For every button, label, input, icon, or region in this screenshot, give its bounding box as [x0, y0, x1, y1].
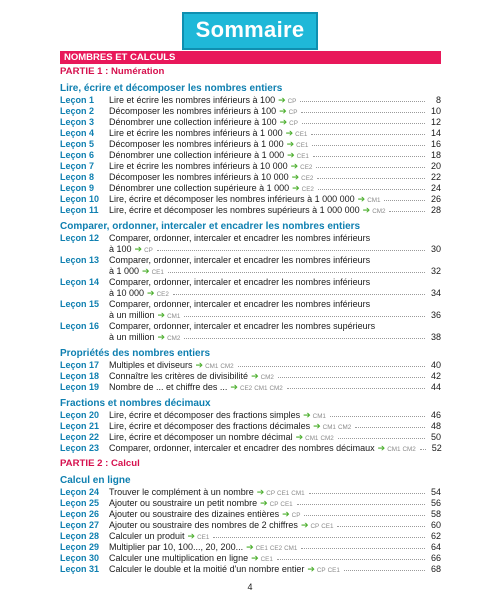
arrow-right-icon: ➔: [230, 382, 238, 392]
lesson-label: Leçon 10: [60, 194, 100, 204]
page-ref: 36: [430, 310, 441, 320]
dot-leader: [309, 487, 425, 494]
arrow-right-icon: ➔: [187, 531, 196, 541]
lesson-entry[interactable]: [60, 117, 441, 128]
lesson-title: Décomposer les nombres inférieurs à 100: [109, 106, 277, 116]
lesson-title: Calculer le double et la moitié d'un nombre entier: [109, 564, 305, 574]
grade-level-tag: CP: [316, 567, 326, 574]
dot-leader: [311, 128, 425, 135]
dot-leader: [277, 553, 425, 560]
grade-level-tag: CM1: [205, 363, 219, 370]
page-ref: 18: [430, 150, 441, 160]
lesson-title: Connaître les critères de divisibilité: [109, 371, 249, 381]
page-ref: 48: [430, 421, 441, 431]
lesson-entry[interactable]: [60, 277, 441, 299]
grade-levels: [167, 333, 182, 344]
lesson-entry[interactable]: [60, 498, 441, 509]
page-ref: 10: [430, 106, 441, 116]
arrow-right-icon: ➔: [282, 509, 290, 519]
section-heading: Comparer, ordonner, intercaler et encadrer les nombres entiers: [60, 221, 361, 232]
lesson-title: Lire et écrire les nombres inférieurs à 10 000: [109, 161, 288, 171]
arrow-right-icon: ➔: [285, 128, 294, 138]
grade-level-tag: CM1: [284, 545, 298, 552]
lesson-entry[interactable]: [60, 106, 441, 117]
lesson-entry[interactable]: [60, 321, 441, 343]
grade-level-tag: CM1: [322, 424, 336, 431]
lesson-label: Leçon 29: [60, 542, 100, 552]
lesson-title: Trouver le complément à un nombre: [109, 487, 254, 497]
grade-level-tag: CE2: [269, 545, 283, 552]
grade-level-tag: CE2: [301, 175, 314, 182]
lesson-label: Leçon 2: [60, 106, 95, 116]
grade-level-tag: CM1: [305, 435, 319, 442]
lesson-label: Leçon 4: [60, 128, 95, 138]
lesson-label: Leçon 11: [60, 205, 99, 215]
arrow-right-icon: ➔: [362, 205, 371, 215]
lesson-title: Comparer, ordonner, intercaler et encadrer les nombres inférieurs: [109, 255, 371, 265]
section-heading: Calcul en ligne: [60, 475, 131, 486]
lesson-entry[interactable]: [60, 520, 441, 531]
section-heading: Fractions et nombres décimaux: [60, 398, 211, 409]
lesson-label: Leçon 24: [60, 487, 100, 497]
lesson-entry[interactable]: [60, 233, 441, 255]
page-ref: 64: [430, 542, 441, 552]
lesson-entry[interactable]: [60, 95, 441, 106]
grade-level-tag: CE1: [296, 153, 309, 160]
grade-levels: [387, 444, 418, 455]
section-heading: Lire, écrire et décomposer les nombres entiers: [60, 83, 283, 94]
domain-banner: NOMBRES ET CALCULS: [60, 51, 441, 64]
page-ref: 12: [430, 117, 441, 127]
lesson-label: Leçon 14: [60, 277, 100, 287]
arrow-right-icon: ➔: [157, 332, 166, 342]
lesson-label: Leçon 25: [60, 498, 100, 508]
lesson-entry[interactable]: [60, 299, 441, 321]
page-ref: 28: [430, 205, 441, 215]
lesson-entry[interactable]: [60, 531, 441, 542]
grade-levels: [372, 206, 387, 217]
lesson-title: Lire, écrire et décomposer un nombre décimal: [109, 432, 293, 442]
lesson-label: Leçon 9: [60, 183, 95, 193]
page-ref: 66: [430, 553, 441, 563]
lesson-title: Dénombrer une collection inférieure à 1 000: [109, 150, 285, 160]
arrow-right-icon: ➔: [300, 520, 309, 530]
page-ref: 58: [430, 509, 441, 519]
grade-level-tag: CM1: [254, 385, 268, 392]
lesson-label: Leçon 27: [60, 520, 100, 530]
dot-leader: [297, 498, 425, 505]
lesson-label: Leçon 6: [60, 150, 95, 160]
arrow-right-icon: ➔: [313, 421, 321, 431]
grade-level-tag: CM1: [387, 446, 401, 453]
page-ref: 22: [430, 172, 441, 182]
dot-leader: [173, 288, 425, 295]
dot-leader: [384, 194, 425, 201]
page-ref: 62: [430, 531, 441, 541]
lesson-title: Lire, écrire et décomposer des fractions simples: [109, 410, 301, 420]
lesson-title: Dénombrer une collection inférieure à 100: [109, 117, 277, 127]
grade-level-tag: CM2: [337, 424, 352, 431]
part-heading: PARTIE 2 : Calcul: [60, 458, 140, 469]
lesson-title: Lire et écrire les nombres inférieurs à 1 000: [109, 128, 283, 138]
dot-leader: [278, 371, 425, 378]
page-ref: 60: [430, 520, 441, 530]
page-ref: 30: [430, 244, 441, 254]
lesson-title: Calculer un produit: [109, 531, 185, 541]
dot-leader: [389, 205, 425, 212]
dot-leader: [338, 432, 425, 439]
grade-level-tag: CE1: [277, 490, 290, 497]
lesson-title: Comparer, ordonner, intercaler et encadrer les nombres inférieurs: [109, 277, 371, 287]
lesson-label: Leçon 31: [60, 564, 100, 574]
grade-level-tag: CM1: [167, 313, 181, 320]
lesson-entry[interactable]: [60, 371, 441, 382]
dot-leader: [420, 443, 426, 450]
lesson-entry[interactable]: [60, 432, 441, 443]
lesson-entry[interactable]: [60, 183, 441, 194]
dot-leader: [287, 382, 425, 389]
section-heading: Propriétés des nombres entiers: [60, 348, 211, 359]
dot-leader: [301, 106, 425, 113]
grade-level-tag: CE2: [300, 164, 313, 171]
lesson-label: Leçon 23: [60, 443, 100, 453]
lesson-label: Leçon 22: [60, 432, 100, 442]
lesson-title: Calculer une multiplication en ligne: [109, 553, 249, 563]
page-number: 4: [247, 582, 253, 592]
lesson-title: Lire, écrire et décomposer les nombres inférieurs à 1 000 000: [109, 194, 355, 204]
grade-level-tag: CM2: [260, 374, 274, 381]
arrow-right-icon: ➔: [246, 542, 254, 552]
arrow-right-icon: ➔: [292, 183, 300, 193]
grade-level-tag: CM2: [167, 335, 181, 342]
lesson-entry[interactable]: [60, 360, 441, 371]
dot-leader: [355, 421, 425, 428]
dot-leader: [304, 509, 425, 516]
lesson-title: Nombre de ... et chiffre des ...: [109, 382, 228, 392]
arrow-right-icon: ➔: [157, 310, 166, 320]
page-ref: 32: [430, 266, 441, 276]
page-ref: 24: [430, 183, 441, 193]
lesson-entry[interactable]: [60, 443, 441, 454]
grade-level-tag: CM1: [312, 413, 326, 420]
arrow-right-icon: ➔: [278, 95, 286, 105]
dot-leader: [312, 139, 425, 146]
grade-level-tag: CM2: [269, 385, 283, 392]
lesson-title: Décomposer les nombres inférieurs à 1 000: [109, 139, 284, 149]
lesson-label: Leçon 28: [60, 531, 100, 541]
grade-levels: [317, 565, 342, 576]
lesson-title: Comparer, ordonner, intercaler et encadrer les nombres inférieurs: [109, 233, 371, 243]
lesson-title: Lire et écrire les nombres inférieurs à 100: [109, 95, 276, 105]
grade-level-tag: CM2: [220, 363, 234, 370]
part-heading: PARTIE 1 : Numération: [60, 66, 165, 77]
grade-level-tag: CP: [144, 247, 153, 254]
lesson-title: à 100: [109, 244, 132, 254]
page-ref: 34: [430, 288, 441, 298]
grade-level-tag: CP: [287, 98, 297, 105]
grade-level-tag: CE1: [296, 142, 309, 149]
dot-leader: [184, 310, 425, 317]
grade-level-tag: CE1: [280, 501, 293, 508]
dot-leader: [157, 244, 425, 251]
page-ref: 16: [430, 139, 441, 149]
grade-level-tag: CE1: [260, 556, 273, 563]
lesson-title: Dénombrer une collection supérieure à 1 000: [109, 183, 290, 193]
grade-level-tag: CP: [289, 120, 298, 127]
page-ref: 8: [435, 95, 441, 105]
lesson-entry[interactable]: [60, 172, 441, 183]
dot-leader: [316, 161, 425, 168]
grade-level-tag: CP: [266, 490, 276, 497]
grade-level-tag: CE1: [327, 567, 340, 574]
arrow-right-icon: ➔: [377, 443, 386, 453]
page-ref: 20: [430, 161, 441, 171]
lesson-label: Leçon 1: [60, 95, 95, 105]
lesson-title: Lire, écrire et décomposer les nombres supérieurs à 1 000 000: [109, 205, 360, 215]
lesson-label: Leçon 17: [60, 360, 100, 370]
grade-level-tag: CP: [291, 512, 301, 519]
page-ref: 44: [430, 382, 441, 392]
title-wrapper: [0, 12, 500, 50]
grade-level-tag: CE2: [301, 186, 314, 193]
arrow-right-icon: ➔: [195, 360, 204, 370]
arrow-right-icon: ➔: [303, 410, 311, 420]
lesson-title: Ajouter ou soustraire des nombres de 2 chiffres: [109, 520, 298, 530]
grade-level-tag: CP: [310, 523, 320, 530]
lesson-entry[interactable]: [60, 542, 441, 553]
dot-leader: [184, 332, 425, 339]
grade-level-tag: CE2: [239, 385, 253, 392]
grade-level-tag: CE1: [151, 269, 164, 276]
dot-leader: [302, 117, 425, 124]
lesson-label: Leçon 3: [60, 117, 95, 127]
lesson-title: à 1 000: [109, 266, 140, 276]
lesson-title: Multiplier par 10, 100..., 20, 200...: [109, 542, 244, 552]
lesson-title: à 10 000: [109, 288, 145, 298]
arrow-right-icon: ➔: [251, 371, 259, 381]
page-ref: 42: [430, 371, 441, 381]
page-ref: 68: [430, 564, 441, 574]
arrow-right-icon: ➔: [142, 266, 150, 276]
lesson-label: Leçon 26: [60, 509, 100, 519]
arrow-right-icon: ➔: [290, 161, 299, 171]
lesson-entry[interactable]: [60, 255, 441, 277]
lesson-entry[interactable]: [60, 487, 441, 498]
grade-level-tag: CE1: [255, 545, 268, 552]
page-ref: 40: [430, 360, 441, 370]
dot-leader: [213, 531, 425, 538]
lesson-title: Décomposer les nombres inférieurs à 10 000: [109, 172, 289, 182]
lesson-entry[interactable]: [60, 205, 441, 216]
lesson-entry[interactable]: [60, 564, 441, 575]
lesson-title: Comparer, ordonner, intercaler et encadrer des nombres décimaux: [109, 443, 375, 453]
grade-level-tag: CP: [288, 109, 298, 116]
grade-level-tag: CE1: [295, 131, 308, 138]
lesson-title: Multiples et diviseurs: [109, 360, 193, 370]
arrow-right-icon: ➔: [295, 432, 304, 442]
grade-level-tag: CE1: [197, 534, 210, 541]
grade-level-tag: CE2: [156, 291, 169, 298]
lesson-entry[interactable]: [60, 194, 441, 205]
page-ref: 52: [431, 443, 442, 453]
lesson-entry[interactable]: [60, 139, 441, 150]
page-ref: 56: [430, 498, 441, 508]
dot-leader: [301, 542, 425, 549]
lesson-entry[interactable]: [60, 150, 441, 161]
lesson-label: Leçon 21: [60, 421, 100, 431]
arrow-right-icon: ➔: [134, 244, 143, 254]
grade-level-tag: CE1: [321, 523, 334, 530]
dot-leader: [317, 172, 425, 179]
page-ref: 46: [430, 410, 441, 420]
lesson-label: Leçon 13: [60, 255, 100, 265]
arrow-right-icon: ➔: [260, 498, 268, 508]
lesson-entry[interactable]: [60, 128, 441, 139]
lesson-label: Leçon 16: [60, 321, 100, 331]
lesson-label: Leçon 18: [60, 371, 100, 381]
lesson-label: Leçon 7: [60, 161, 95, 171]
arrow-right-icon: ➔: [256, 487, 265, 497]
lesson-entry[interactable]: [60, 509, 441, 520]
dot-leader: [337, 520, 425, 527]
lesson-title: à un million: [109, 332, 155, 342]
dot-leader: [344, 564, 425, 571]
dot-leader: [300, 95, 425, 102]
page-ref: 38: [430, 332, 441, 342]
grade-levels: [240, 383, 285, 394]
dot-leader: [330, 410, 425, 417]
dot-leader: [238, 360, 425, 367]
lesson-label: Leçon 8: [60, 172, 95, 182]
table-of-contents: [60, 66, 441, 575]
page-title: Sommaire: [182, 12, 319, 50]
arrow-right-icon: ➔: [147, 288, 155, 298]
grade-level-tag: CM2: [402, 446, 416, 453]
lesson-title: à un million: [109, 310, 155, 320]
lesson-title: Ajouter ou soustraire un petit nombre: [109, 498, 258, 508]
dot-leader: [168, 266, 425, 273]
lesson-title: Comparer, ordonner, intercaler et encadrer les nombres supérieurs: [109, 321, 376, 331]
page-ref: 54: [430, 487, 441, 497]
lesson-label: Leçon 30: [60, 553, 100, 563]
lesson-title: Ajouter ou soustraire des dizaines entières: [109, 509, 280, 519]
grade-level-tag: CM2: [372, 208, 386, 215]
lesson-label: Leçon 12: [60, 233, 100, 243]
arrow-right-icon: ➔: [307, 564, 315, 574]
grade-level-tag: CP: [269, 501, 279, 508]
lesson-label: Leçon 5: [60, 139, 95, 149]
lesson-entry[interactable]: [60, 421, 441, 432]
arrow-right-icon: ➔: [251, 553, 259, 563]
lesson-entry[interactable]: [60, 382, 441, 393]
arrow-right-icon: ➔: [286, 139, 295, 149]
arrow-right-icon: ➔: [357, 194, 366, 204]
page-ref: 26: [430, 194, 441, 204]
arrow-right-icon: ➔: [279, 106, 287, 116]
page-ref: 14: [430, 128, 441, 138]
dot-leader: [313, 150, 425, 157]
grade-level-tag: CM2: [320, 435, 334, 442]
grade-level-tag: CM1: [291, 490, 305, 497]
lesson-label: Leçon 15: [60, 299, 100, 309]
lesson-title: Comparer, ordonner, intercaler et encadrer les nombres inférieurs: [109, 299, 371, 309]
page-ref: 50: [430, 432, 441, 442]
dot-leader: [318, 183, 425, 190]
arrow-right-icon: ➔: [279, 117, 288, 127]
lesson-label: Leçon 19: [60, 382, 100, 392]
lesson-entry[interactable]: [60, 410, 441, 421]
lesson-title: Lire, écrire et décomposer des fractions décimales: [109, 421, 311, 431]
grade-level-tag: CM1: [367, 197, 381, 204]
lesson-entry[interactable]: [60, 161, 441, 172]
lesson-label: Leçon 20: [60, 410, 100, 420]
arrow-right-icon: ➔: [287, 150, 295, 160]
lesson-entry[interactable]: [60, 553, 441, 564]
arrow-right-icon: ➔: [291, 172, 300, 182]
